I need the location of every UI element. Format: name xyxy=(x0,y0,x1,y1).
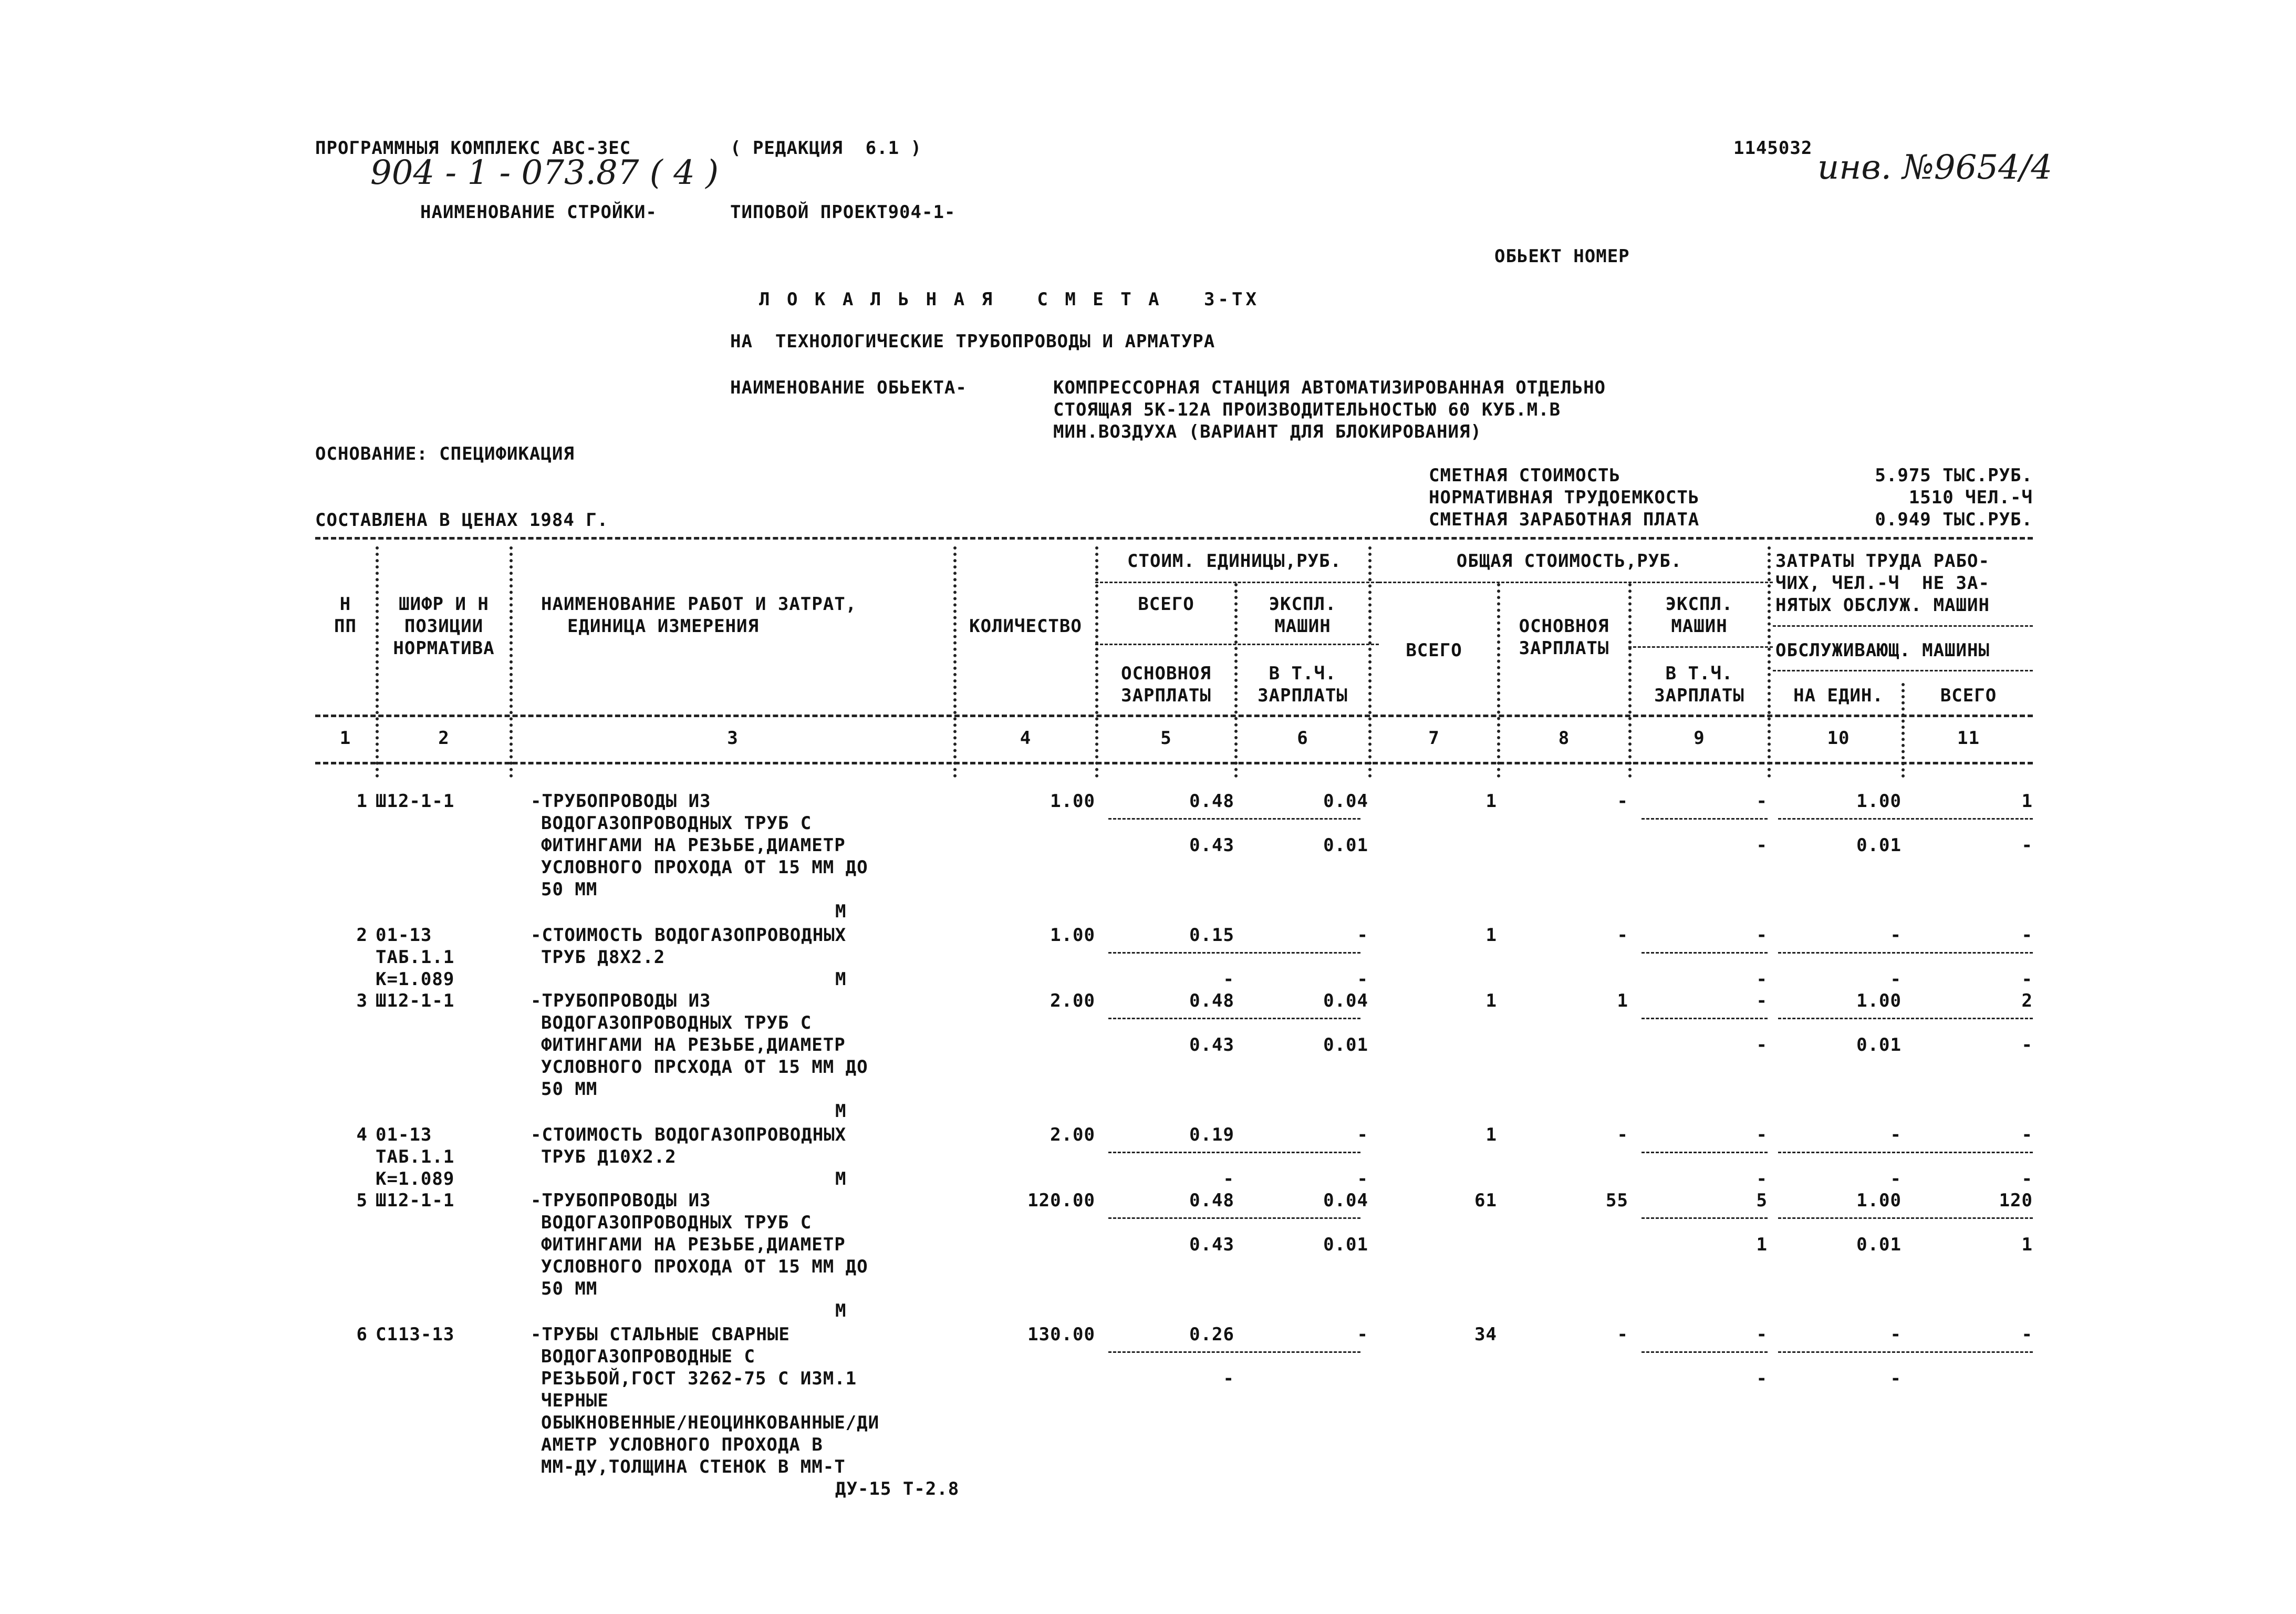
row-quantity: 2.00 xyxy=(1050,1124,1095,1145)
row-unit-divider xyxy=(1108,818,1360,820)
row-expl-divider xyxy=(1642,952,1768,954)
row-unit-all: 0.26 xyxy=(1189,1324,1234,1345)
row-labor-unit: - xyxy=(1890,1324,1902,1345)
row-labor-divider xyxy=(1778,1351,2033,1353)
row-labor-all-2: - xyxy=(2021,835,2033,856)
row-name-line: ВОДОГАЗОПРОВОДНЫЕ С xyxy=(541,1346,755,1367)
row-unit-base: - xyxy=(1223,1168,1234,1189)
row-unit-divider xyxy=(1108,1152,1360,1153)
row-name-line: 50 ММ xyxy=(541,1079,598,1100)
handwritten-doc-number: 904 - 1 - 073.87 ( 4 ) xyxy=(370,153,719,192)
object-line-1: КОМПРЕССОРНАЯ СТАНЦИЯ АВТОМАТИЗИРОВАННАЯ ОТДЕЛЬНО xyxy=(1053,377,1606,398)
row-labor-all-2: - xyxy=(2021,1168,2033,1189)
hdr-code-1: ШИФР И Н xyxy=(399,594,489,615)
col-num-9: 9 xyxy=(1694,728,1705,749)
row-labor-unit: - xyxy=(1890,1124,1902,1145)
hdr-unit-incl-2: ЗАРПЛАТЫ xyxy=(1258,685,1348,706)
row-unit-all: 0.15 xyxy=(1189,925,1234,946)
row-labor-unit: - xyxy=(1890,925,1902,946)
row-total-incl: - xyxy=(1756,835,1768,856)
hdr-unit-all: ВСЕГО xyxy=(1138,594,1194,615)
row-unit: М xyxy=(835,1300,847,1321)
row-unit-expl: - xyxy=(1357,925,1368,946)
row-total-base: 55 xyxy=(1606,1190,1628,1211)
row-unit-base: 0.43 xyxy=(1189,1234,1234,1255)
row-number: 1 xyxy=(356,791,368,812)
row-expl-divider xyxy=(1642,1351,1768,1353)
hdr-labor-all: ВСЕГО xyxy=(1940,685,1997,706)
labor-rule-2 xyxy=(1773,670,2033,671)
handwritten-inventory-number: инв. №9654/4 xyxy=(1817,148,2053,187)
row-code: Ш12-1-1 xyxy=(376,990,455,1011)
row-unit-divider xyxy=(1108,1217,1360,1219)
row-labor-divider xyxy=(1778,952,2033,954)
row-total-base: - xyxy=(1617,1124,1628,1145)
row-number: 3 xyxy=(356,990,368,1011)
hdr-total-expl-1: ЭКСПЛ. xyxy=(1665,594,1733,615)
row-unit: М xyxy=(835,1101,847,1122)
expl-rule xyxy=(1628,646,1773,648)
row-total-base: - xyxy=(1617,791,1628,812)
row-quantity: 1.00 xyxy=(1050,925,1095,946)
row-name-line: ТРУБ Д8Х2.2 xyxy=(541,947,666,968)
row-code: С113-13 xyxy=(376,1324,455,1345)
summary-value-cost: 5.975 ТЫС.РУБ. xyxy=(1875,465,2033,486)
row-labor-all: 1 xyxy=(2021,791,2033,812)
row-unit-divider xyxy=(1108,1018,1360,1019)
building-label: НАИМЕНОВАНИЕ СТРОЙКИ- xyxy=(420,202,657,223)
row-name-line: АМЕТР УСЛОВНОГО ПРОХОДА В xyxy=(541,1434,823,1455)
row-unit-divider xyxy=(1108,1351,1360,1353)
row-total-incl: - xyxy=(1756,1168,1768,1189)
header-bottom-rule xyxy=(315,762,2033,764)
prices-text: СОСТАВЛЕНА В ЦЕНАХ 1984 Г. xyxy=(315,510,609,531)
row-unit-expl: - xyxy=(1357,1124,1368,1145)
row-number: 6 xyxy=(356,1324,368,1345)
row-unit-base: 0.43 xyxy=(1189,835,1234,856)
row-code: ТАБ.1.1 xyxy=(376,1146,455,1167)
row-total-expl: 5 xyxy=(1756,1190,1768,1211)
row-labor-all: - xyxy=(2021,1124,2033,1145)
summary-value-labor: 1510 ЧЕЛ.-Ч xyxy=(1908,487,2033,508)
row-unit-all: 0.48 xyxy=(1189,990,1234,1011)
hdr-labor-1: ЗАТРАТЫ ТРУДА РАБО- xyxy=(1775,551,1990,572)
row-unit-incl: - xyxy=(1357,1168,1368,1189)
estimate-title: Л О К А Л Ь Н А Я С М Е Т А 3-ТХ xyxy=(759,289,1260,310)
row-unit-all: 0.19 xyxy=(1189,1124,1234,1145)
row-unit-incl: - xyxy=(1357,969,1368,990)
row-total-all: 1 xyxy=(1485,990,1497,1011)
hdr-pp: ПП xyxy=(334,616,357,637)
row-unit-incl: 0.01 xyxy=(1323,1034,1368,1056)
row-expl-divider xyxy=(1642,1152,1768,1153)
row-number: 4 xyxy=(356,1124,368,1145)
hdr-total-base-1: ОСНОВНОЯ xyxy=(1519,616,1609,637)
object-label: НАИМЕНОВАНИЕ ОБЬЕКТА- xyxy=(730,377,967,398)
row-total-all: 1 xyxy=(1485,791,1497,812)
object-line-3: МИН.ВОЗДУХА (ВАРИАНТ ДЛЯ БЛОКИРОВАНИЯ) xyxy=(1053,421,1482,442)
hdr-unit-incl-1: В Т.Ч. xyxy=(1269,663,1337,684)
hdr-total-base-2: ЗАРПЛАТЫ xyxy=(1519,638,1609,659)
row-name-line: -ТРУБЫ СТАЛЬНЫЕ СВАРНЫЕ xyxy=(531,1324,790,1345)
row-labor-unit: 1.00 xyxy=(1856,791,1902,812)
row-code: 01-13 xyxy=(376,925,432,946)
row-quantity: 2.00 xyxy=(1050,990,1095,1011)
row-labor-unit: 1.00 xyxy=(1856,990,1902,1011)
row-labor-divider xyxy=(1778,1217,2033,1219)
col-num-1: 1 xyxy=(339,728,351,749)
row-name-line: -СТОИМОСТЬ ВОДОГАЗОПРОВОДНЫХ xyxy=(531,925,847,946)
row-labor-unit: 1.00 xyxy=(1856,1190,1902,1211)
hdr-code-2: ПОЗИЦИИ xyxy=(404,616,484,637)
building-value: ТИПОВОЙ ПРОЕКТ904-1- xyxy=(730,202,956,223)
row-code: Ш12-1-1 xyxy=(376,791,455,812)
row-name-line: ВОДОГАЗОПРОВОДНЫХ ТРУБ С xyxy=(541,1212,812,1233)
col-num-5: 5 xyxy=(1160,728,1172,749)
hdr-n: Н xyxy=(339,594,351,615)
row-total-base: 1 xyxy=(1617,990,1628,1011)
row-unit-all: 0.48 xyxy=(1189,791,1234,812)
row-name-line: ВОДОГАЗОПРОВОДНЫХ ТРУБ С xyxy=(541,1012,812,1033)
col-num-2: 2 xyxy=(438,728,450,749)
row-unit-expl: 0.04 xyxy=(1323,791,1368,812)
estimate-subtitle: НА ТЕХНОЛОГИЧЕСКИЕ ТРУБОПРОВОДЫ И АРМАТУРА xyxy=(730,331,1215,352)
row-total-incl: - xyxy=(1756,1368,1768,1389)
hdr-total-all: ВСЕГО xyxy=(1406,640,1462,661)
col-num-6: 6 xyxy=(1297,728,1308,749)
row-unit-base: 0.43 xyxy=(1189,1034,1234,1056)
row-code: К=1.089 xyxy=(376,1168,455,1189)
row-number: 2 xyxy=(356,925,368,946)
col-sep-9 xyxy=(1768,546,1771,778)
hdr-total-cost: ОБЩАЯ СТОИМОСТЬ,РУБ. xyxy=(1456,551,1682,572)
hdr-unit-base-2: ЗАРПЛАТЫ xyxy=(1121,685,1211,706)
col-num-11: 11 xyxy=(1957,728,1980,749)
row-unit: М xyxy=(835,901,847,922)
row-name-line: УСЛОВНОГО ПРОХОДА ОТ 15 ММ ДО xyxy=(541,1256,868,1277)
row-quantity: 120.00 xyxy=(1027,1190,1095,1211)
row-code: ТАБ.1.1 xyxy=(376,947,455,968)
col-num-10: 10 xyxy=(1827,728,1850,749)
row-labor-unit-2: - xyxy=(1890,969,1902,990)
row-name-line: -ТРУБОПРОВОДЫ ИЗ xyxy=(531,791,711,812)
summary-label-wages: СМЕТНАЯ ЗАРАБОТНАЯ ПЛАТА xyxy=(1429,509,1700,530)
row-unit-all: 0.48 xyxy=(1189,1190,1234,1211)
object-line-2: СТОЯЩАЯ 5К-12А ПРОИЗВОДИТЕЛЬНОСТЬЮ 60 КУБ.М.В xyxy=(1053,399,1561,420)
row-name-line: ФИТИНГАМИ НА РЕЗЬБЕ,ДИАМЕТР xyxy=(541,1234,846,1255)
row-labor-all-2: 1 xyxy=(2021,1234,2033,1255)
row-expl-divider xyxy=(1642,1217,1768,1219)
edition-label: ( РЕДАКЦИЯ 6.1 ) xyxy=(730,138,922,159)
row-name-line: ВОДОГАЗОПРОВОДНЫХ ТРУБ С xyxy=(541,813,812,834)
row-labor-divider xyxy=(1778,818,2033,820)
row-labor-all: - xyxy=(2021,925,2033,946)
hdr-labor-serv: ОБСЛУЖИВАЮЩ. МАШИНЫ xyxy=(1775,640,1990,661)
row-labor-divider xyxy=(1778,1018,2033,1019)
summary-label-labor: НОРМАТИВНАЯ ТРУДОЕМКОСТЬ xyxy=(1429,487,1700,508)
row-unit-incl: 0.01 xyxy=(1323,1234,1368,1255)
row-total-base: - xyxy=(1617,1324,1628,1345)
hdr-unit-expl-2: МАШИН xyxy=(1274,616,1331,637)
row-name-line: -СТОИМОСТЬ ВОДОГАЗОПРОВОДНЫХ xyxy=(531,1124,847,1145)
row-quantity: 1.00 xyxy=(1050,791,1095,812)
hdr-unit-expl-1: ЭКСПЛ. xyxy=(1269,594,1337,615)
object-number: ОБЬЕКТ НОМЕР xyxy=(1494,246,1630,267)
hdr-total-incl-2: ЗАРПЛАТЫ xyxy=(1654,685,1744,706)
row-total-incl: - xyxy=(1756,1034,1768,1056)
row-name-line: -ТРУБОПРОВОДЫ ИЗ xyxy=(531,1190,711,1211)
row-total-all: 1 xyxy=(1485,1124,1497,1145)
row-code: К=1.089 xyxy=(376,969,455,990)
hdr-total-expl-2: МАШИН xyxy=(1671,616,1728,637)
row-expl-divider xyxy=(1642,818,1768,820)
row-unit: М xyxy=(835,969,847,990)
row-code: Ш12-1-1 xyxy=(376,1190,455,1211)
row-total-expl: - xyxy=(1756,1324,1768,1345)
row-labor-unit-2: - xyxy=(1890,1368,1902,1389)
col-num-3: 3 xyxy=(727,728,739,749)
row-labor-unit-2: - xyxy=(1890,1168,1902,1189)
row-name-line: УСЛОВНОГО ПРОХОДА ОТ 15 ММ ДО xyxy=(541,857,868,878)
col-num-8: 8 xyxy=(1558,728,1570,749)
row-name-line: 50 ММ xyxy=(541,879,598,900)
summary-value-wages: 0.949 ТЫС.РУБ. xyxy=(1875,509,2033,530)
row-name-line: ТРУБ Д10Х2.2 xyxy=(541,1146,677,1167)
row-unit-expl: - xyxy=(1357,1324,1368,1345)
row-total-all: 34 xyxy=(1474,1324,1497,1345)
row-quantity: 130.00 xyxy=(1027,1324,1095,1345)
row-total-base: - xyxy=(1617,925,1628,946)
row-total-all: 1 xyxy=(1485,925,1497,946)
row-total-all: 61 xyxy=(1474,1190,1497,1211)
header-top-rule xyxy=(315,537,2033,540)
row-labor-all: 120 xyxy=(1999,1190,2033,1211)
row-labor-divider xyxy=(1778,1152,2033,1153)
row-total-expl: - xyxy=(1756,1124,1768,1145)
document-code: 1145032 xyxy=(1733,138,1813,159)
row-total-incl: 1 xyxy=(1756,1234,1768,1255)
row-total-expl: - xyxy=(1756,990,1768,1011)
row-name-line: РЕЗЬБОЙ,ГОСТ 3262-75 С ИЗМ.1 xyxy=(541,1368,857,1389)
summary-label-cost: СМЕТНАЯ СТОИМОСТЬ xyxy=(1429,465,1620,486)
row-code: 01-13 xyxy=(376,1124,432,1145)
col-num-7: 7 xyxy=(1428,728,1440,749)
row-name-line: ММ-ДУ,ТОЛЩИНА СТЕНОК В ММ-Т xyxy=(541,1456,846,1477)
hdr-labor-2: ЧИХ, ЧЕЛ.-Ч НЕ ЗА- xyxy=(1775,573,1990,594)
program-name: ПРОГРАММНЫЯ КОМПЛЕКС АВС-3ЕС xyxy=(315,138,631,159)
hdr-labor-3: НЯТЫХ ОБСЛУЖ. МАШИН xyxy=(1775,595,1990,616)
hdr-code-3: НОРМАТИВА xyxy=(393,638,495,659)
row-labor-unit-2: 0.01 xyxy=(1856,1034,1902,1056)
labor-rule-1 xyxy=(1773,625,2033,627)
hdr-name-2: ЕДИНИЦА ИЗМЕРЕНИЯ xyxy=(567,616,759,637)
row-name-line: ОБЫКНОВЕННЫЕ/НЕОЦИНКОВАННЫЕ/ДИ xyxy=(541,1412,880,1433)
row-name-line: ФИТИНГАМИ НА РЕЗЬБЕ,ДИАМЕТР xyxy=(541,835,846,856)
hdr-quantity: КОЛИЧЕСТВО xyxy=(969,616,1082,637)
row-name-line: ФИТИНГАМИ НА РЕЗЬБЕ,ДИАМЕТР xyxy=(541,1034,846,1056)
row-unit-expl: 0.04 xyxy=(1323,1190,1368,1211)
header-mid-rule xyxy=(315,715,2033,717)
row-total-incl: - xyxy=(1756,969,1768,990)
hdr-name-1: НАИМЕНОВАНИЕ РАБОТ И ЗАТРАТ, xyxy=(541,594,857,615)
row-unit-base: - xyxy=(1223,1368,1234,1389)
row-name-line: 50 ММ xyxy=(541,1278,598,1299)
row-labor-all: 2 xyxy=(2021,990,2033,1011)
row-total-expl: - xyxy=(1756,791,1768,812)
hdr-unit-cost: СТОИМ. ЕДИНИЦЫ,РУБ. xyxy=(1127,551,1342,572)
total-cost-rule xyxy=(1379,582,1773,583)
row-unit-base: - xyxy=(1223,969,1234,990)
row-unit: М xyxy=(835,1168,847,1189)
row-unit-incl: 0.01 xyxy=(1323,835,1368,856)
row-name-line: -ТРУБОПРОВОДЫ ИЗ xyxy=(531,990,711,1011)
row-unit-expl: 0.04 xyxy=(1323,990,1368,1011)
row-total-expl: - xyxy=(1756,925,1768,946)
row-name-line: УСЛОВНОГО ПРСХОДА ОТ 15 ММ ДО xyxy=(541,1057,868,1078)
col-num-4: 4 xyxy=(1020,728,1032,749)
row-labor-all-2: - xyxy=(2021,969,2033,990)
hdr-labor-unit: НА ЕДИН. xyxy=(1793,685,1884,706)
hdr-unit-base-1: ОСНОВНОЯ xyxy=(1121,663,1211,684)
row-labor-all: - xyxy=(2021,1324,2033,1345)
row-unit-divider xyxy=(1108,952,1360,954)
row-expl-divider xyxy=(1642,1018,1768,1019)
row-labor-all-2: - xyxy=(2021,1034,2033,1056)
row-name-line: ЧЕРНЫЕ xyxy=(541,1390,609,1411)
row-labor-unit-2: 0.01 xyxy=(1856,1234,1902,1255)
basis-text: ОСНОВАНИЕ: СПЕЦИФИКАЦИЯ xyxy=(315,443,575,464)
hdr-total-incl-1: В Т.Ч. xyxy=(1665,663,1733,684)
row-number: 5 xyxy=(356,1190,368,1211)
row-unit: ДУ-15 Т-2.8 xyxy=(835,1478,960,1499)
row-labor-unit-2: 0.01 xyxy=(1856,835,1902,856)
